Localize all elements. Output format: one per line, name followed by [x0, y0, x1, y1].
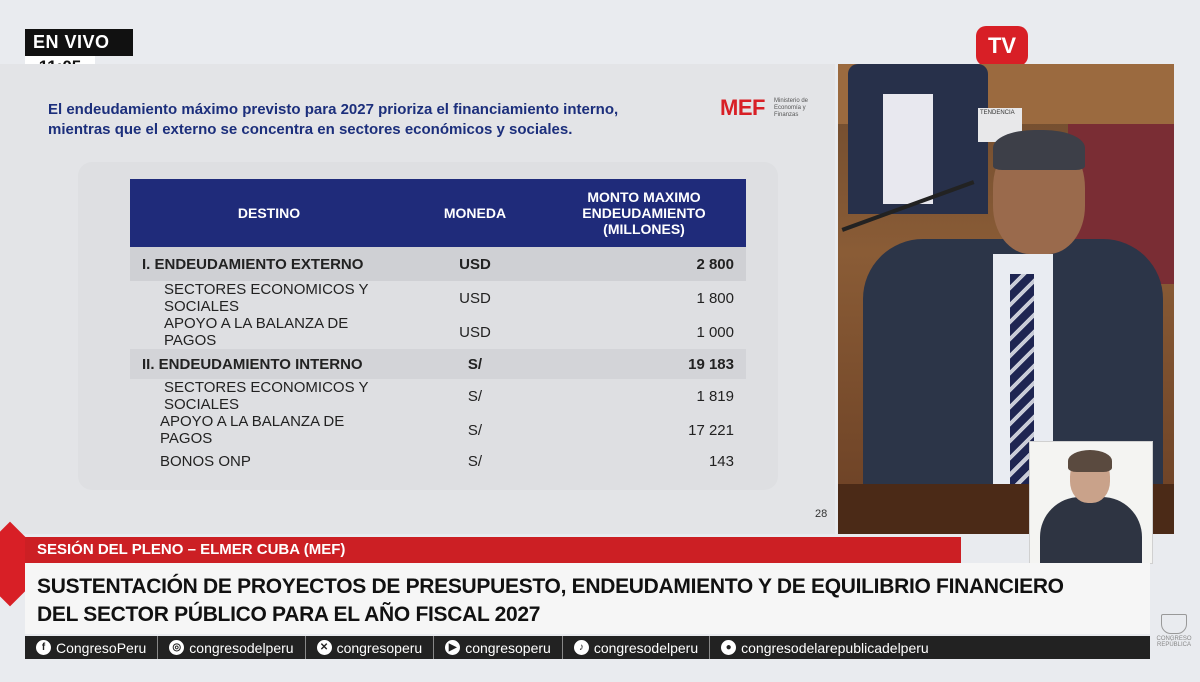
debt-table — [130, 179, 746, 475]
slide-page-number: 28 — [815, 508, 828, 520]
row-moneda: S/ — [408, 349, 542, 379]
social-flickr[interactable] — [710, 636, 940, 659]
slide-title: El endeudamiento máximo previsto para 2027 prioriza el financiamiento interno, mientras que el externo se concentra en sectores económicos y sociales. — [48, 101, 619, 138]
tiktok-icon: ♪ — [574, 640, 589, 655]
headline-line-1: SUSTENTACIÓN DE PROYECTOS DE PRESUPUESTO, ENDEUDAMIENTO Y DE EQUILIBRIO FINANCIERO — [37, 575, 1064, 598]
row-monto: 1 800 — [696, 289, 734, 307]
sign-language-interpreter — [1029, 441, 1153, 564]
social-tiktok[interactable] — [563, 636, 710, 659]
speaker-hair — [993, 130, 1085, 170]
header-monto: MONTO MAXIMO ENDEUDAMIENTO (MILLONES) — [542, 179, 746, 247]
session-banner: SESIÓN DEL PLENO – ELMER CUBA (MEF) — [25, 537, 961, 563]
live-label: EN VIVO — [25, 29, 133, 56]
social-x[interactable] — [306, 636, 435, 659]
social-youtube[interactable] — [434, 636, 563, 659]
row-destino: II. ENDEUDAMIENTO INTERNO — [130, 349, 408, 379]
headline-line-2: DEL SECTOR PÚBLICO PARA EL AÑO FISCAL 2027 — [37, 603, 541, 626]
header-destino: DESTINO — [130, 179, 408, 247]
video-background-shirt — [883, 94, 933, 204]
mef-logo-mark: MEF — [720, 95, 765, 120]
row-monto: 1 000 — [696, 323, 734, 341]
row-monto: 2 800 — [542, 247, 746, 281]
row-moneda: USD — [459, 289, 491, 307]
table-row — [130, 379, 746, 413]
table-row — [130, 413, 746, 447]
social-handle: congresodelperu — [593, 639, 699, 656]
table-header-row — [130, 179, 746, 247]
row-destino: SECTORES ECONOMICOS Y SOCIALES — [164, 379, 369, 413]
social-handle: CongresoPeru — [56, 639, 147, 656]
flickr-icon: ● — [721, 640, 736, 655]
social-bar — [25, 636, 1150, 659]
table-row — [130, 447, 746, 475]
crest-line-1: CONGRESO — [1156, 636, 1192, 642]
row-destino: I. ENDEUDAMIENTO EXTERNO — [130, 247, 408, 281]
social-facebook[interactable] — [25, 636, 158, 659]
congreso-crest — [1154, 614, 1194, 660]
mef-logo-subtitle: Ministerio de Economía y Finanzas — [774, 98, 809, 118]
row-destino: APOYO A LA BALANZA DE PAGOS — [164, 315, 349, 349]
row-moneda: USD — [408, 247, 542, 281]
facebook-icon: f — [36, 640, 51, 655]
row-moneda: USD — [459, 323, 491, 341]
social-handle: congresodelarepublicadelperu — [741, 639, 929, 656]
interpreter-hair — [1068, 450, 1112, 472]
social-handle: congresodelperu — [189, 639, 294, 656]
row-moneda: S/ — [467, 421, 483, 439]
row-monto: 143 — [708, 452, 734, 470]
video-placard: TENDENCIA — [978, 108, 1022, 142]
tv-channel-logo: TV — [976, 26, 1028, 66]
row-monto: 1 819 — [696, 387, 734, 405]
row-monto: 17 221 — [688, 421, 734, 439]
mef-logo — [720, 95, 809, 121]
row-moneda: S/ — [467, 387, 483, 405]
row-moneda: S/ — [467, 452, 483, 470]
crest-line-2: REPÚBLICA — [1156, 642, 1191, 648]
headline-banner — [25, 563, 1150, 634]
social-handle: congresoperu — [336, 639, 423, 656]
table-row — [130, 315, 746, 349]
row-monto: 19 183 — [542, 349, 746, 379]
social-handle: congresoperu — [465, 639, 551, 656]
table-row — [130, 349, 746, 379]
social-instagram[interactable] — [158, 636, 305, 659]
instagram-icon: ◎ — [169, 640, 184, 655]
table-row — [130, 247, 746, 281]
row-destino: BONOS ONP — [160, 452, 251, 470]
interpreter-body — [1040, 497, 1142, 564]
header-moneda: MONEDA — [408, 179, 542, 247]
row-destino: APOYO A LA BALANZA DE PAGOS — [160, 413, 345, 447]
shield-icon — [1161, 614, 1187, 634]
x-icon: ✕ — [317, 640, 332, 655]
row-destino: SECTORES ECONOMICOS Y SOCIALES — [164, 281, 369, 315]
table-row — [130, 281, 746, 315]
youtube-icon: ▶ — [445, 640, 460, 655]
